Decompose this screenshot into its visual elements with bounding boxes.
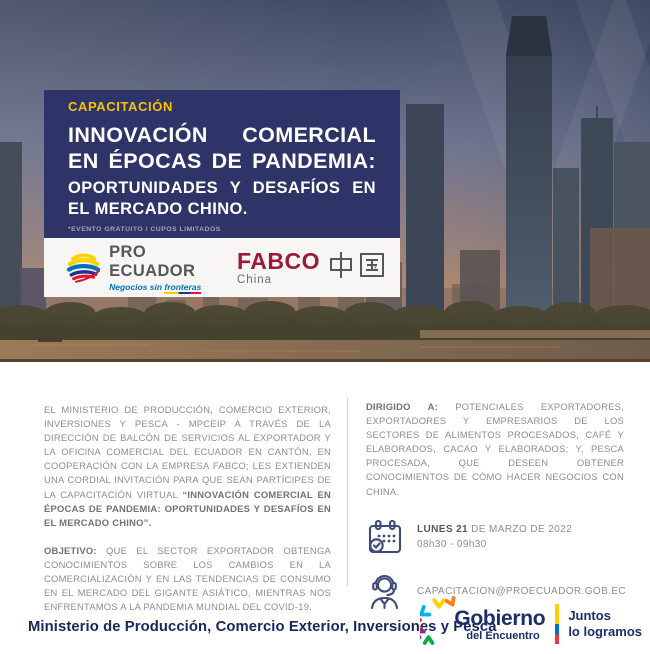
china-cjk-characters-icon	[328, 251, 386, 279]
contact-email: CAPACITACION@PROECUADOR.GOB.EC	[417, 586, 627, 598]
gobierno-name: Gobierno	[454, 606, 546, 630]
organizer-logo-bar	[44, 238, 400, 297]
event-time: 08h30 - 09h30	[417, 539, 487, 551]
objective-text: QUE EL SECTOR EXPORTADOR OBTENGA CONOCIMIENTOS SOBRE LOS CAMBIOS EN LA COMERCIALIZACIÓN Y EN LAS TENDENCIAS DE CONSUMO EN EL MERCADO DEL GIGANTE ASIÁTICO, MIENTRAS NOS ENFRENTAMOS A LA PANDEMIA MUNDIAL DEL COVID-19.	[44, 544, 331, 613]
proecuador-wordmark	[109, 243, 207, 292]
free-event-note: *EVENTO GRATUITO / CUPOS LIMITADOS	[68, 226, 221, 233]
tagline-underlined: fronteras	[164, 282, 202, 292]
event-subtitle-line1: OPORTUNIDADES Y DESAFÍOS EN	[68, 179, 376, 197]
audience-paragraph	[366, 400, 624, 499]
gobierno-del-encuentro-logo	[420, 596, 642, 648]
colored-chevrons-burst-icon	[420, 596, 460, 648]
event-subtitle	[68, 178, 376, 220]
event-subtitle-line2: EL MERCADO CHINO.	[68, 200, 248, 218]
event-date-day: LUNES 21	[417, 524, 468, 536]
slogan-line1: Juntos	[568, 608, 611, 623]
event-tag: CAPACITACIÓN	[68, 99, 173, 114]
proecuador-name: PRO ECUADOR	[109, 243, 196, 280]
gobierno-sub: del Encuentro	[466, 629, 540, 642]
gobierno-wordmark	[454, 606, 546, 642]
intro-paragraph	[44, 403, 331, 530]
ecuador-flag-bar	[555, 604, 559, 644]
slogan-line2: lo logramos	[568, 624, 642, 639]
audience-label: DIRIGIDO A:	[366, 401, 438, 412]
date-row	[366, 519, 624, 556]
calendar-icon	[366, 519, 403, 556]
event-title-line1: INNOVACIÓN COMERCIAL	[68, 123, 376, 147]
fabco-name: FABCO	[237, 247, 320, 274]
proecuador-tagline	[109, 282, 207, 292]
event-date	[417, 524, 572, 535]
audience-text: POTENCIALES EXPORTADORES, EXPORTADORES Y EMPRESARIOS DE LOS SECTORES DE ALIMENTOS PROCESADOS, CAFÉ Y ELABORADOS, CACAO Y ELABORADOS; Y, PESCA PROCESADA, QUE DESEEN OBTENER CONOCIMIENTOS DE CÓMO HACER NEGOCIOS CON CHINA.	[366, 401, 625, 497]
event-title	[68, 122, 376, 174]
intro-column	[44, 403, 331, 614]
tagline-prefix: Negocios sin	[109, 282, 165, 292]
proecuador-spiral-globe-icon	[66, 247, 101, 289]
fabco-china-logo	[237, 247, 386, 286]
event-banner	[44, 90, 400, 238]
details-column	[366, 400, 627, 612]
headset-agent-icon	[366, 572, 403, 612]
event-date-rest: DE MARZO DE 2022	[468, 524, 573, 536]
objective-label: OBJETIVO:	[44, 544, 97, 556]
proecuador-logo	[66, 243, 207, 292]
date-text	[417, 524, 572, 550]
event-title-line2: EN ÉPOCAS DE PANDEMIA:	[68, 149, 376, 173]
ministry-footer-text: Ministerio de Producción, Comercio Exterior, Inversiones y Pesca	[28, 619, 497, 635]
objective-paragraph	[44, 544, 331, 614]
intro-regular: EL MINISTERIO DE PRODUCCIÓN, COMERCIO EXTERIOR, INVERSIONES Y PESCA - MPCEIP A TRAVÉS DE LA DIRECCIÓN DE BALCÓN DE SERVICIOS AL EXPORTADOR Y LA OFICINA COMERCIAL DEL ECUADOR EN CANTÓN, EN COOPERACIÓN CON LA EMPRESA FABCO; LES EXTIENDEN UNA CORDIAL INVITACIÓN PARA QUE SEAN PARTÍCIPES DE LA CAPACITACIÓN VIRTUAL	[44, 404, 331, 500]
gobierno-slogan	[568, 608, 642, 640]
fabco-sub: China	[237, 273, 273, 286]
intro-bold: “INNOVACIÓN COMERCIAL EN ÉPOCAS DE PANDEMIA: OPORTUNIDADES Y DESAFÍOS EN EL MERCADO CHINO”.	[44, 488, 331, 528]
column-divider	[347, 397, 348, 586]
